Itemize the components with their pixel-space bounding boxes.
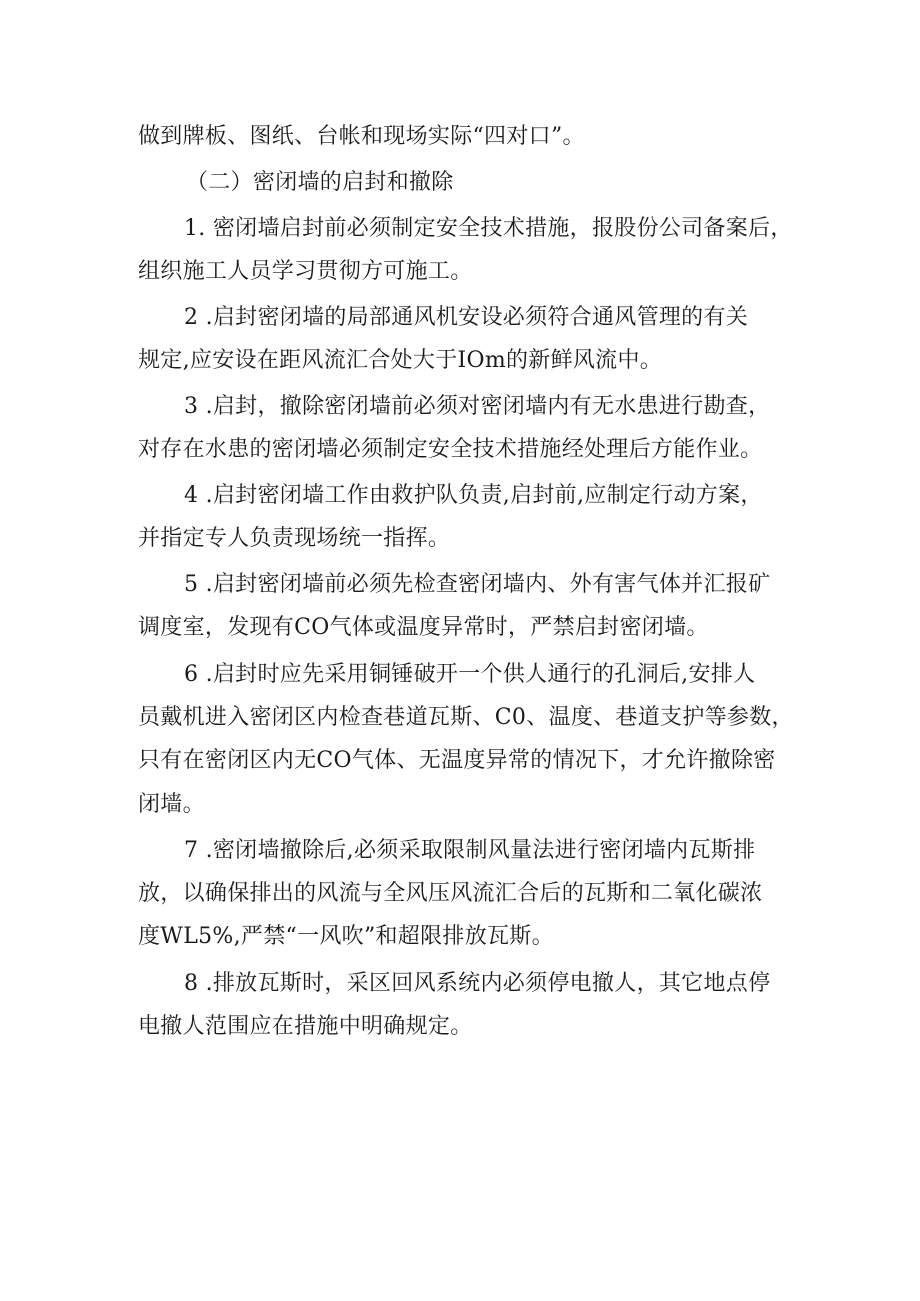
paragraph-8-line-1: 8 .排放瓦斯时，采区回风系统内必须停电撤人，其它地点停 [184,971,771,996]
paragraph-6-line-4: 闭墙。 [138,792,205,817]
paragraph-1-line-1: 1. 密闭墙启封前必须制定安全技术措施，报股份公司备案后， [184,216,793,241]
paragraph-4-line-1: 4 .启封密闭墙工作由救护队负责,启封前,应制定行动方案， [184,483,763,508]
paragraph-7-line-2: 放，以确保排出的风流与全风压风流汇合后的瓦斯和二氧化碳浓 [138,881,763,906]
paragraph-2-line-2: 规定,应安设在距风流汇合处大于IOm的新鲜风流中。 [138,348,663,373]
paragraph-8-line-2: 电撤人范围应在措施中明确规定。 [138,1014,473,1039]
paragraph-6-line-2: 员戴机进入密闭区内检查巷道瓦斯、C0、温度、巷道支护等参数， [138,705,794,730]
paragraph-5-line-2: 调度室，发现有CO气体或温度异常时，严禁启封密闭墙。 [138,615,709,640]
paragraph-1-line-2: 组织施工人员学习贯彻方可施工。 [138,259,473,284]
paragraph-6-line-3: 只有在密闭区内无CO气体、无温度异常的情况下，才允许撤除密 [138,748,776,773]
paragraph-7-line-1: 7 .密闭墙撤除后,必须采取限制风量法进行密闭墙内瓦斯排 [184,838,756,863]
text-line: 做到牌板、图纸、台帐和现场实际“四对口”。 [138,124,585,149]
paragraph-4-line-2: 并指定专人负责现场统一指挥。 [138,526,451,551]
paragraph-5-line-1: 5 .启封密闭墙前必须先检查密闭墙内、外有害气体并汇报矿 [184,572,771,597]
paragraph-7-line-3: 度WL5%,严禁“一风吹”和超限排放瓦斯。 [138,924,554,949]
paragraph-2-line-1: 2 .启封密闭墙的局部通风机安设必须符合通风管理的有关 [184,305,749,330]
paragraph-3-line-1: 3 .启封，撤除密闭墙前必须对密闭墙内有无水患进行勘查， [184,394,771,419]
section-heading: （二）密闭墙的启封和撤除 [186,170,454,195]
paragraph-6-line-1: 6 .启封时应先采用铜锤破开一个供人通行的孔洞后,安排人 [184,662,756,687]
paragraph-3-line-2: 对存在水患的密闭墙必须制定安全技术措施经处理后方能作业。 [138,437,763,462]
